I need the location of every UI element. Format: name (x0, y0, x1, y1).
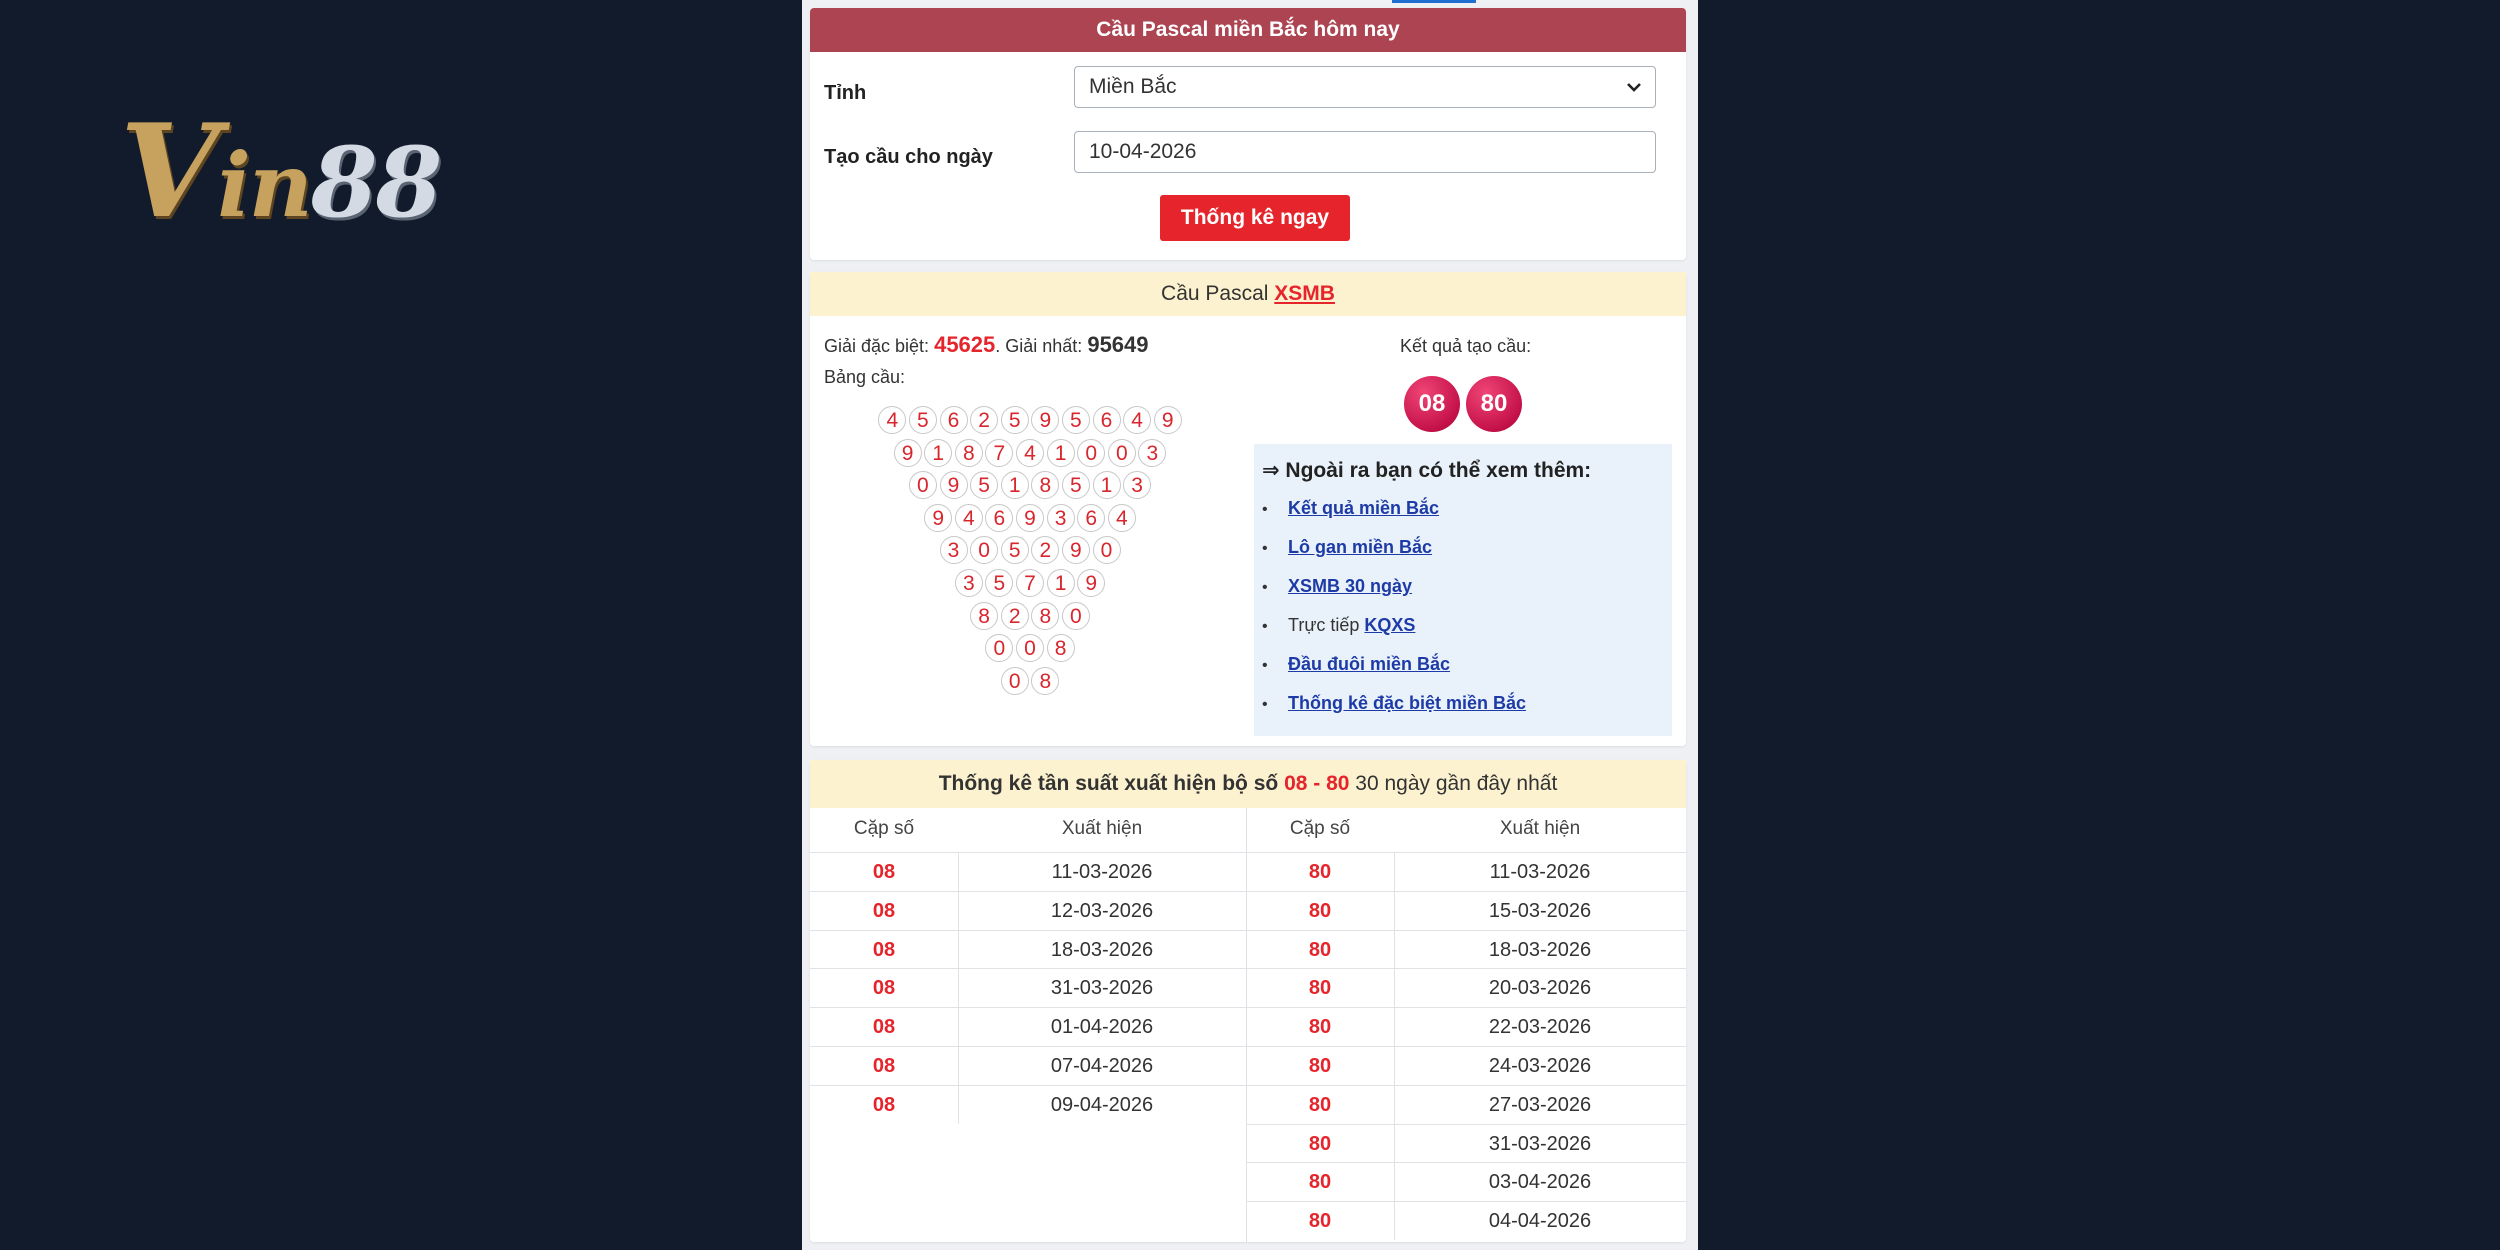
link-prefix: Trực tiếp (1288, 615, 1365, 635)
table-label: Bảng cầu: (824, 367, 906, 387)
triangle-digit: 0 (970, 536, 998, 564)
list-item (1262, 498, 1526, 537)
triangle-digit: 8 (970, 602, 998, 630)
triangle-digit: 3 (1047, 504, 1075, 532)
table-row (1246, 1162, 1686, 1201)
triangle-digit: 5 (985, 569, 1013, 597)
triangle-digit: 4 (1016, 439, 1044, 467)
triangle-digit: 9 (1154, 406, 1182, 434)
triangle-digit: 2 (970, 406, 998, 434)
logo-88: 88 (310, 126, 441, 239)
pair-cell: 08 (872, 938, 896, 961)
link-xsmb-30-ngay[interactable]: XSMB 30 ngày (1288, 576, 1413, 596)
triangle-digit: 8 (955, 439, 983, 467)
table-row (1246, 1007, 1686, 1046)
triangle-digit: 4 (1123, 406, 1151, 434)
date-cell: 11-03-2026 (1051, 861, 1153, 883)
date-cell: 24-03-2026 (1488, 1055, 1592, 1077)
date-cell: 07-04-2026 (1050, 1055, 1154, 1077)
first-prize-value: 95649 (1087, 332, 1149, 357)
vin88-logo[interactable] (120, 97, 441, 247)
list-item (1262, 576, 1526, 615)
pair-cell: 80 (1308, 977, 1332, 1000)
col-head-seen-left: Xuất hiện (1061, 818, 1143, 839)
pair-cell: 80 (1308, 1055, 1332, 1077)
triangle-digit: 3 (1123, 471, 1151, 499)
table-row (810, 891, 1246, 930)
chevron-down-icon (1625, 67, 1643, 121)
result-label: Kết quả tạo cầu: (1400, 336, 1532, 356)
table-row (1246, 1046, 1686, 1085)
triangle-digit: 4 (878, 406, 906, 434)
table-row (1246, 1085, 1686, 1124)
content-column (802, 0, 1698, 1250)
special-prize-label: Giải đặc biệt: (824, 336, 930, 356)
triangle-digit: 9 (894, 439, 922, 467)
link-kqxs[interactable]: KQXS (1364, 615, 1416, 635)
triangle-digit: 3 (955, 569, 983, 597)
pascal-title (810, 272, 1686, 316)
pair-cell: 80 (1308, 861, 1332, 883)
date-cell: 27-03-2026 (1488, 1093, 1592, 1116)
date-cell: 03-04-2026 (1488, 1171, 1592, 1194)
pair-cell: 08 (872, 1055, 896, 1077)
list-item (1262, 654, 1526, 693)
xsmb-link[interactable]: XSMB (1274, 282, 1335, 305)
link-lo-gan-mien-bac[interactable]: Lô gan miền Bắc (1288, 537, 1433, 557)
see-more-list (1262, 498, 1526, 732)
triangle-digit: 0 (1016, 634, 1044, 662)
date-cell: 22-03-2026 (1488, 1016, 1592, 1039)
province-label: Tỉnh (824, 82, 867, 104)
list-item (1262, 615, 1526, 654)
triangle-digit: 6 (1077, 504, 1105, 532)
table-row (810, 1007, 1246, 1046)
date-cell: 31-03-2026 (1488, 1132, 1592, 1155)
triangle-digit: 9 (924, 504, 952, 532)
pair-cell: 80 (1308, 1016, 1332, 1039)
date-input-value: 10-04-2026 (1089, 140, 1197, 163)
date-cell: 12-03-2026 (1050, 899, 1154, 922)
submit-button[interactable]: Thống kê ngay (1160, 195, 1350, 241)
frequency-table-card (810, 760, 1686, 1242)
date-label: Tạo cầu cho ngày (824, 146, 993, 168)
special-prize-value: 45625 (934, 332, 996, 357)
table-row (1246, 968, 1686, 1007)
pair-cell: 80 (1308, 1210, 1332, 1233)
triangle-digit: 9 (1031, 406, 1059, 434)
triangle-digit: 2 (1031, 536, 1059, 564)
date-cell: 18-03-2026 (1488, 938, 1592, 961)
date-cell: 11-03-2026 (1489, 861, 1591, 883)
triangle-digit: 9 (940, 471, 968, 499)
triangle-digit: 5 (1001, 536, 1029, 564)
triangle-digit: 0 (1077, 439, 1105, 467)
date-cell: 04-04-2026 (1488, 1210, 1592, 1233)
table-row (1246, 891, 1686, 930)
pair-cell: 80 (1308, 938, 1332, 961)
col-head-pair-right: Cặp số (1289, 818, 1351, 839)
triangle-digit: 7 (1016, 569, 1044, 597)
stats-title-pair: 08 - 80 (1284, 772, 1350, 795)
pair-cell: 08 (872, 1093, 896, 1116)
province-select[interactable] (1074, 66, 1656, 108)
list-item (1262, 537, 1526, 576)
triangle-digit: 6 (940, 406, 968, 434)
pascal-result-card (810, 272, 1686, 746)
triangle-digit: 4 (955, 504, 983, 532)
triangle-digit: 5 (970, 471, 998, 499)
triangle-digit: 0 (1062, 602, 1090, 630)
top-accent-bar (1392, 0, 1476, 3)
pascal-triangle (870, 406, 1190, 736)
triangle-digit: 9 (1016, 504, 1044, 532)
table-row (1246, 852, 1686, 891)
stats-title-suffix: 30 ngày gần đây nhất (1355, 772, 1558, 795)
pair-cell: 08 (872, 1016, 896, 1039)
date-cell: 09-04-2026 (1050, 1093, 1154, 1116)
pair-cell: 08 (872, 861, 896, 883)
triangle-digit: 5 (1062, 471, 1090, 499)
triangle-digit: 9 (1062, 536, 1090, 564)
table-row (1246, 930, 1686, 969)
pascal-form-card (810, 8, 1686, 260)
triangle-digit: 1 (1001, 471, 1029, 499)
prize-line (824, 332, 1149, 358)
result-ball: 80 (1466, 376, 1522, 432)
triangle-digit: 2 (1001, 602, 1029, 630)
table-row (810, 852, 1246, 891)
table-row (810, 1046, 1246, 1085)
link-dau-duoi-mien-bac[interactable]: Đầu đuôi miền Bắc (1288, 654, 1451, 674)
date-input[interactable] (1074, 131, 1656, 173)
triangle-digit: 0 (909, 471, 937, 499)
triangle-digit: 0 (1093, 536, 1121, 564)
triangle-digit: 3 (940, 536, 968, 564)
triangle-digit: 1 (1047, 569, 1075, 597)
triangle-digit: 8 (1031, 667, 1059, 695)
see-more-title: ⇒ Ngoài ra bạn có thể xem thêm: (1262, 459, 1592, 482)
stats-title-prefix: Thống kê tần suất xuất hiện bộ số (938, 772, 1279, 795)
pair-cell: 80 (1308, 1093, 1332, 1116)
triangle-digit: 6 (985, 504, 1013, 532)
triangle-digit: 1 (1093, 471, 1121, 499)
triangle-digit: 0 (1001, 667, 1029, 695)
logo-in: in (217, 133, 311, 237)
date-cell: 18-03-2026 (1050, 938, 1154, 961)
link-ket-qua-mien-bac[interactable]: Kết quả miền Bắc (1288, 498, 1440, 518)
result-ball: 08 (1404, 376, 1460, 432)
stats-title (810, 760, 1686, 808)
pair-cell: 08 (872, 977, 896, 1000)
triangle-digit: 6 (1093, 406, 1121, 434)
table-row (1246, 1201, 1686, 1240)
date-cell: 31-03-2026 (1050, 977, 1154, 1000)
pair-cell: 08 (872, 899, 896, 922)
triangle-digit: 8 (1031, 602, 1059, 630)
pascal-title-prefix: Cầu Pascal (1161, 282, 1269, 305)
triangle-digit: 5 (1062, 406, 1090, 434)
triangle-digit: 3 (1138, 439, 1166, 467)
triangle-digit: 8 (1031, 471, 1059, 499)
triangle-digit: 0 (985, 634, 1013, 662)
first-prize-label: . Giải nhất: (995, 336, 1083, 356)
form-title: Cầu Pascal miền Bắc hôm nay (810, 8, 1686, 52)
logo-v: V (120, 97, 218, 247)
triangle-digit: 5 (1001, 406, 1029, 434)
table-row (810, 968, 1246, 1007)
table-row (810, 930, 1246, 969)
triangle-digit: 4 (1108, 504, 1136, 532)
list-item (1262, 693, 1526, 732)
triangle-digit: 9 (1077, 569, 1105, 597)
col-head-pair-left: Cặp số (853, 818, 915, 839)
date-cell: 20-03-2026 (1488, 977, 1592, 1000)
triangle-digit: 7 (985, 439, 1013, 467)
col-head-seen-right: Xuất hiện (1499, 818, 1581, 839)
triangle-digit: 8 (1047, 634, 1075, 662)
triangle-digit: 1 (1047, 439, 1075, 467)
table-row (1246, 1124, 1686, 1163)
table-row (810, 1085, 1246, 1124)
triangle-digit: 5 (909, 406, 937, 434)
province-select-value: Miền Bắc (1089, 75, 1177, 98)
see-more-box (1254, 444, 1672, 736)
triangle-digit: 1 (924, 439, 952, 467)
date-cell: 15-03-2026 (1488, 899, 1592, 922)
link-thong-ke-dac-biet[interactable]: Thống kê đặc biệt miền Bắc (1288, 693, 1527, 713)
triangle-digit: 0 (1108, 439, 1136, 467)
date-cell: 01-04-2026 (1050, 1016, 1154, 1039)
pair-cell: 80 (1308, 1132, 1332, 1155)
pair-cell: 80 (1308, 1171, 1332, 1194)
pair-cell: 80 (1308, 899, 1332, 922)
